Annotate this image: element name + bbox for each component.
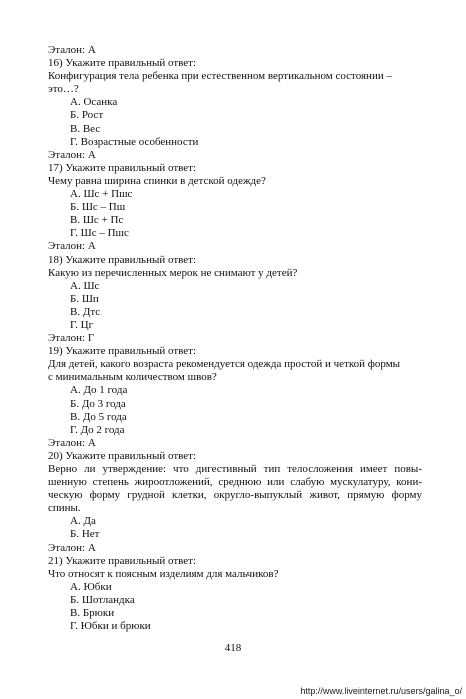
answer-option: В. До 5 года xyxy=(70,410,127,423)
answer-option: Б. Шп xyxy=(70,292,99,305)
question-header: 21) Укажите правильный ответ: xyxy=(48,554,197,567)
question-text-line: Для детей, какого возраста рекомендуется одежда простой и четкой формы xyxy=(48,358,401,371)
answer-option: Б. Шс – Пш xyxy=(70,201,126,214)
answer-option: Г. До 2 года xyxy=(70,423,125,436)
answer-option: Б. Рост xyxy=(70,109,104,122)
answer-option: В. Дтс xyxy=(70,305,101,318)
question-block xyxy=(48,345,422,450)
question-header: 17) Укажите правильный ответ: xyxy=(48,161,197,174)
answer-option: Г. Цг xyxy=(70,318,94,331)
answer-key: Эталон: А xyxy=(48,436,96,449)
answer-option: А. Осанка xyxy=(70,96,118,109)
answer-option: Б. Нет xyxy=(70,528,100,541)
question-header: 20) Укажите правильный ответ: xyxy=(48,449,197,462)
question-text-line: Что относят к поясным изделиям для мальчиков? xyxy=(48,567,279,580)
answer-option: В. Шс + Пс xyxy=(70,214,124,227)
question-text-line: Верно ли утверждение: что дигестивный тип телосложения имеет повы- xyxy=(48,463,422,475)
answer-option: Б. До 3 года xyxy=(70,397,126,410)
watermark-url: http://www.liveinternet.ru/users/galina_o/ xyxy=(300,686,462,696)
question-header: 19) Укажите правильный ответ: xyxy=(48,345,197,358)
question-block xyxy=(48,254,422,346)
answer-option: Г. Шс – Пшс xyxy=(70,227,129,240)
answer-option: А. До 1 года xyxy=(70,384,128,397)
page-content xyxy=(48,44,422,633)
question-text-line: с минимальным количеством швов? xyxy=(48,371,217,384)
question-text-line: Конфигурация тела ребенка при естественном вертикальном состоянии – xyxy=(48,70,392,83)
answer-option: Г. Возрастные особенности xyxy=(70,135,199,148)
question-block xyxy=(48,555,422,634)
question-text-line: шенную степень жироотложений, среднюю или слабую мускулатуру, кони- xyxy=(48,476,422,489)
question-text-line: Чему равна ширина спинки в детской одежде? xyxy=(48,174,266,187)
question-block xyxy=(48,450,422,555)
answer-option: А. Да xyxy=(70,515,96,528)
answer-option: В. Брюки xyxy=(70,607,115,620)
page-number: 418 xyxy=(224,642,242,654)
answer-key: Эталон: А xyxy=(48,148,96,161)
answer-option: В. Вес xyxy=(70,122,101,135)
question-text-line: ческую форму грудной клетки, округло-выпуклый живот, прямую форму xyxy=(48,489,422,502)
question-text-line: это…? xyxy=(48,83,79,96)
question-block xyxy=(48,162,422,254)
question-list xyxy=(48,57,422,633)
answer-option: Г. Юбки и брюки xyxy=(70,620,151,633)
answer-key: Эталон: А xyxy=(48,240,96,253)
answer-option: А. Юбки xyxy=(70,580,112,593)
answer-key: Эталон: А xyxy=(48,44,96,56)
answer-key: Эталон: А xyxy=(48,541,96,554)
question-text-line: спины. xyxy=(48,502,81,515)
answer-option: Б. Шотландка xyxy=(70,593,135,606)
answer-option: А. Шс + Пшс xyxy=(70,188,133,201)
question-header: 16) Укажите правильный ответ: xyxy=(48,57,197,70)
answer-option: А. Шс xyxy=(70,279,100,292)
question-text-line: Какую из перечисленных мерок не снимают у детей? xyxy=(48,266,298,279)
question-block xyxy=(48,57,422,162)
question-header: 18) Укажите правильный ответ: xyxy=(48,253,197,266)
answer-key: Эталон: Г xyxy=(48,332,95,345)
